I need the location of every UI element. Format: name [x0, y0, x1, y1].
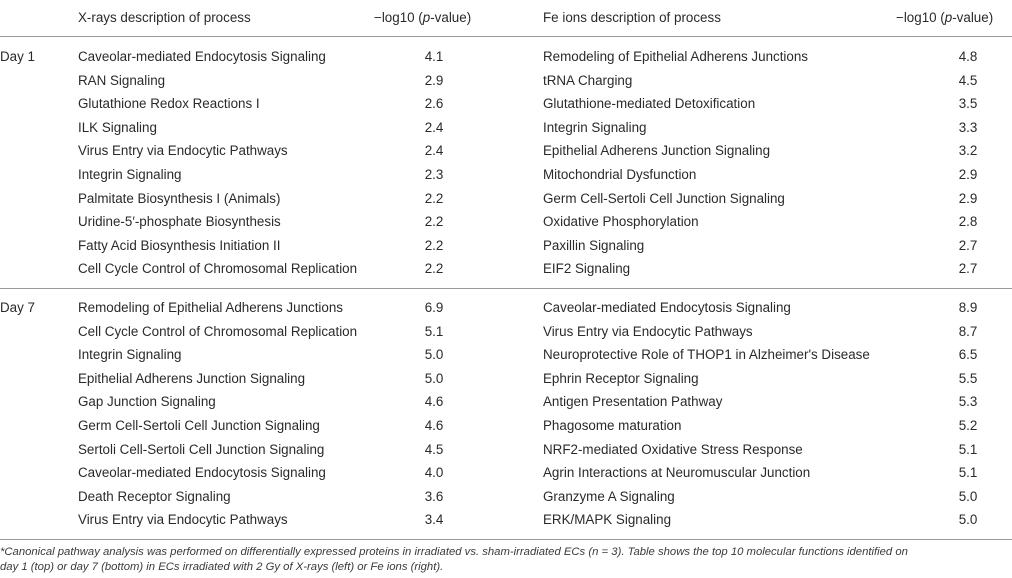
- fe-process-cell: EIF2 Signaling: [543, 261, 631, 276]
- xrays-pvalue-cell-text: 2.4: [424, 143, 444, 158]
- bottom-rule: [0, 539, 1012, 540]
- fe-pvalue-cell-text: 5.2: [958, 418, 978, 433]
- xrays-pvalue-cell-text: 5.1: [424, 324, 444, 339]
- fe-pvalue-cell-text: 4.5: [958, 73, 978, 88]
- fe-process-cell: Glutathione-mediated Detoxification: [543, 96, 756, 111]
- xrays-pvalue-cell-text: 3.4: [424, 512, 444, 527]
- xrays-process-cell: Caveolar-mediated Endocytosis Signaling: [78, 465, 326, 480]
- xrays-process-cell: ILK Signaling: [78, 120, 157, 135]
- xrays-process-cell: RAN Signaling: [78, 73, 166, 88]
- fe-process-cell: NRF2-mediated Oxidative Stress Response: [543, 442, 803, 457]
- xrays-process-cell: Germ Cell-Sertoli Cell Junction Signaling: [78, 418, 320, 433]
- xrays-process-cell: Integrin Signaling: [78, 347, 182, 362]
- xrays-process-cell: Cell Cycle Control of Chromosomal Replication: [78, 261, 358, 276]
- fe-process-cell: ERK/MAPK Signaling: [543, 512, 672, 527]
- xrays-pvalue-cell-text: 2.2: [424, 238, 444, 253]
- xrays-process-cell: Palmitate Biosynthesis I (Animals): [78, 191, 281, 206]
- xrays-process-cell: Sertoli Cell-Sertoli Cell Junction Signaling: [78, 442, 325, 457]
- fe-process-cell: Agrin Interactions at Neuromuscular Junction: [543, 465, 811, 480]
- fe-pvalue-cell-text: 3.3: [958, 120, 978, 135]
- xrays-pvalue-cell-text: 2.3: [424, 167, 444, 182]
- fe-pvalue-cell-text: 2.9: [958, 167, 978, 182]
- fe-process-cell: Remodeling of Epithelial Adherens Junctions: [543, 49, 809, 64]
- fe-pvalue-cell-text: 5.0: [958, 512, 978, 527]
- table-footnote: *Canonical pathway analysis was performed on differentially expressed proteins in irradiated vs. sham-irradiated ECs (n = 3). Table shows the top 10 molecular functions identified on day 1 (top) or day 7 (bottom) in ECs irradiated with 2 Gy of X-rays (left) or Fe ions (right).: [0, 546, 908, 573]
- fe-pvalue-cell-text: 5.1: [958, 442, 978, 457]
- xrays-process-cell: Remodeling of Epithelial Adherens Junctions: [78, 300, 344, 315]
- xrays-pvalue-cell-text: 2.2: [424, 214, 444, 229]
- fe-process-cell: Oxidative Phosphorylation: [543, 214, 699, 229]
- fe-process-cell: Integrin Signaling: [543, 120, 647, 135]
- xrays-pvalue-cell-text: 2.4: [424, 120, 444, 135]
- xrays-process-cell: Virus Entry via Endocytic Pathways: [78, 512, 288, 527]
- xrays-process-cell: Virus Entry via Endocytic Pathways: [78, 143, 288, 158]
- xrays-pvalue-cell-text: 4.0: [424, 465, 444, 480]
- fe-pvalue-cell-text: 2.9: [958, 191, 978, 206]
- fe-pvalue-cell-text: 4.8: [958, 49, 978, 64]
- xrays-process-cell: Caveolar-mediated Endocytosis Signaling: [78, 49, 326, 64]
- section-label: Day 7: [0, 300, 35, 315]
- fe-pvalue-cell-text: 2.7: [958, 238, 978, 253]
- fe-process-cell: Mitochondrial Dysfunction: [543, 167, 697, 182]
- xrays-process-cell: Fatty Acid Biosynthesis Initiation II: [78, 238, 281, 253]
- fe-pvalue-cell-text: 2.8: [958, 214, 978, 229]
- fe-process-cell: Neuroprotective Role of THOP1 in Alzheimer's Disease: [543, 347, 870, 362]
- xrays-process-cell: Cell Cycle Control of Chromosomal Replication: [78, 324, 358, 339]
- xrays-pvalue-cell-text: 2.2: [424, 261, 444, 276]
- xrays-pvalue-cell-text: 5.0: [424, 371, 444, 386]
- header-fe-pvalue: −log10 (p-value): [896, 10, 994, 25]
- fe-process-cell: Virus Entry via Endocytic Pathways: [543, 324, 753, 339]
- xrays-pvalue-cell-text: 4.6: [424, 394, 444, 409]
- xrays-pvalue-cell-text: 2.2: [424, 191, 444, 206]
- fe-process-cell: Paxillin Signaling: [543, 238, 645, 253]
- section-divider: [0, 288, 1012, 289]
- xrays-pvalue-cell-text: 6.9: [424, 300, 444, 315]
- fe-pvalue-cell-text: 8.7: [958, 324, 978, 339]
- xrays-pvalue-cell-text: 5.0: [424, 347, 444, 362]
- fe-process-cell: tRNA Charging: [543, 73, 633, 88]
- fe-process-cell: Epithelial Adherens Junction Signaling: [543, 143, 771, 158]
- fe-pvalue-cell-text: 5.1: [958, 465, 978, 480]
- fe-pvalue-cell-text: 5.5: [958, 371, 978, 386]
- xrays-process-cell: Uridine-5′-phosphate Biosynthesis: [78, 214, 281, 229]
- xrays-process-cell: Integrin Signaling: [78, 167, 182, 182]
- xrays-pvalue-cell-text: 2.6: [424, 96, 444, 111]
- fe-pvalue-cell-text: 5.0: [958, 489, 978, 504]
- xrays-process-cell: Epithelial Adherens Junction Signaling: [78, 371, 306, 386]
- header-xrays-pvalue: −log10 (p-value): [374, 10, 472, 25]
- fe-pvalue-cell-text: 3.5: [958, 96, 978, 111]
- xrays-pvalue-cell-text: 4.5: [424, 442, 444, 457]
- xrays-process-cell: Gap Junction Signaling: [78, 394, 216, 409]
- fe-pvalue-cell-text: 2.7: [958, 261, 978, 276]
- fe-pvalue-cell-text: 8.9: [958, 300, 978, 315]
- fe-pvalue-cell-text: 6.5: [958, 347, 978, 362]
- xrays-pvalue-cell-text: 4.6: [424, 418, 444, 433]
- fe-pvalue-cell-text: 5.3: [958, 394, 978, 409]
- fe-process-cell: Ephrin Receptor Signaling: [543, 371, 699, 386]
- header-fe-description: Fe ions description of process: [543, 10, 721, 25]
- fe-pvalue-cell-text: 3.2: [958, 143, 978, 158]
- xrays-pvalue-cell-text: 2.9: [424, 73, 444, 88]
- fe-process-cell: Antigen Presentation Pathway: [543, 394, 723, 409]
- xrays-process-cell: Death Receptor Signaling: [78, 489, 231, 504]
- fe-process-cell: Granzyme A Signaling: [543, 489, 675, 504]
- xrays-process-cell: Glutathione Redox Reactions I: [78, 96, 260, 111]
- fe-process-cell: Phagosome maturation: [543, 418, 682, 433]
- fe-process-cell: Caveolar-mediated Endocytosis Signaling: [543, 300, 791, 315]
- header-rule: [0, 36, 1012, 37]
- xrays-pvalue-cell-text: 4.1: [424, 49, 444, 64]
- xrays-pvalue-cell-text: 3.6: [424, 489, 444, 504]
- header-xrays-description: X-rays description of process: [78, 10, 251, 25]
- section-label: Day 1: [0, 49, 35, 64]
- fe-process-cell: Germ Cell-Sertoli Cell Junction Signaling: [543, 191, 785, 206]
